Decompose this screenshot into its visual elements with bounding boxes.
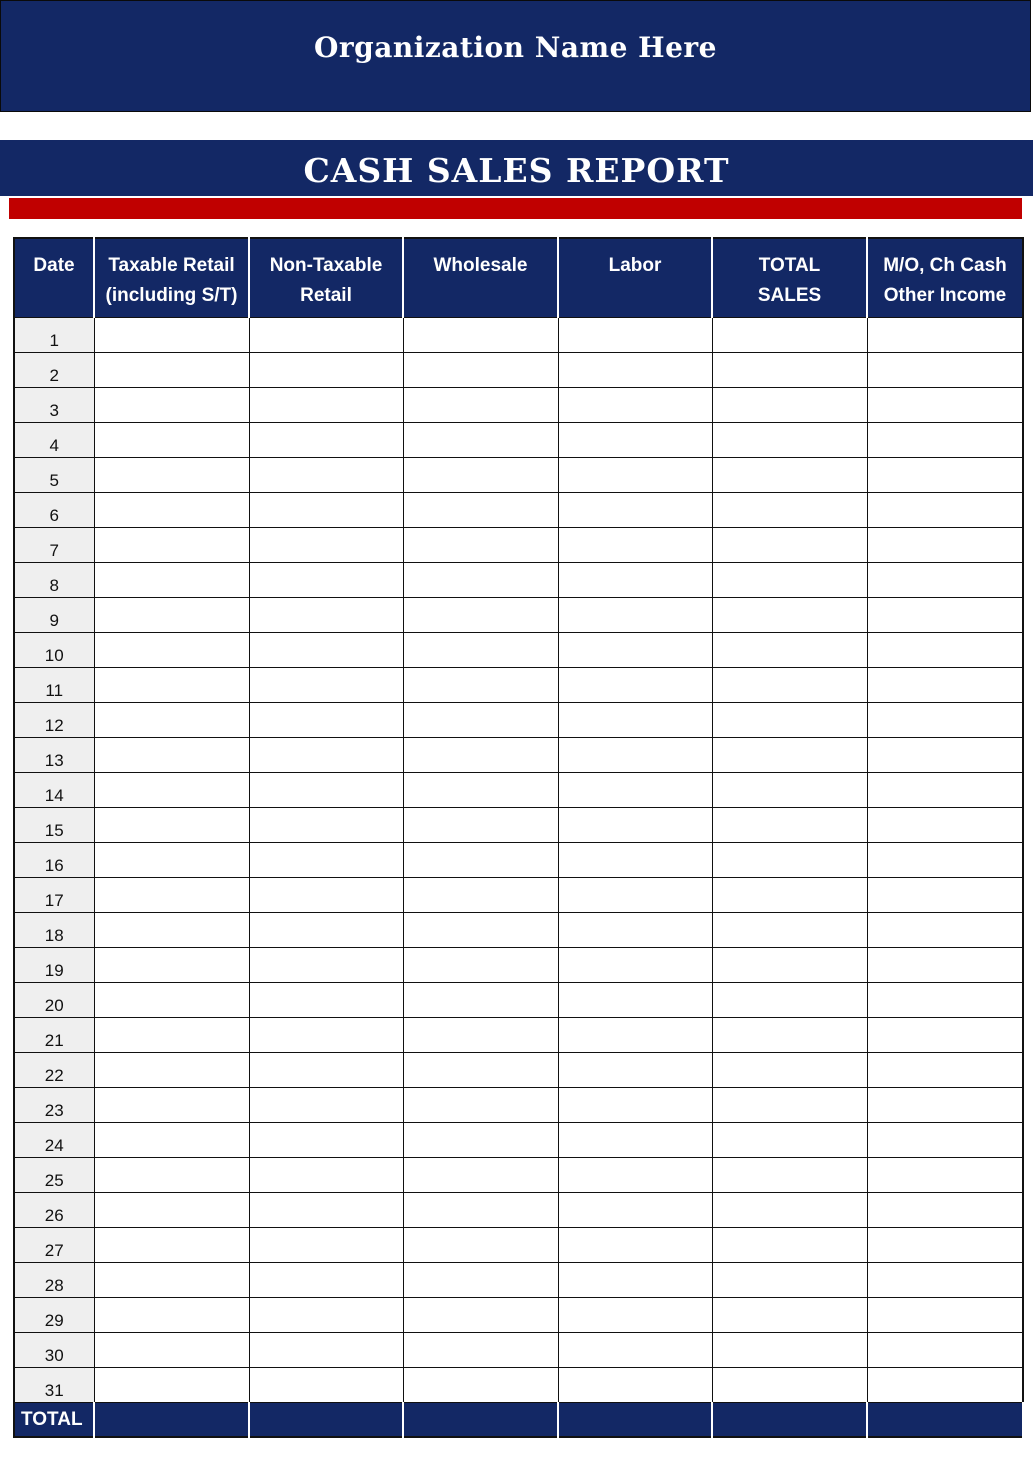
header-non-taxable-retail: Non-Taxable Retail	[249, 238, 403, 318]
table-body	[14, 318, 1023, 1438]
entry-cell-labor[interactable]	[558, 423, 712, 458]
entry-cell-non-taxable-retail[interactable]	[249, 843, 403, 878]
total-label: TOTAL	[14, 1403, 94, 1438]
entry-cell-total-sales[interactable]	[712, 668, 867, 703]
table-row	[14, 1123, 1023, 1158]
entry-cell-total-sales[interactable]	[712, 843, 867, 878]
entry-cell-wholesale[interactable]	[403, 1368, 558, 1403]
cash-sales-table	[13, 237, 1024, 1438]
report-title-banner	[0, 140, 1033, 196]
date-cell: 16	[14, 843, 94, 878]
date-cell: 7	[14, 528, 94, 563]
entry-cell-wholesale[interactable]	[403, 878, 558, 913]
entry-cell-other-income[interactable]	[867, 703, 1023, 738]
entry-cell-other-income[interactable]	[867, 1158, 1023, 1193]
entry-cell-labor[interactable]	[558, 1333, 712, 1368]
date-cell: 2	[14, 353, 94, 388]
entry-cell-wholesale[interactable]	[403, 1123, 558, 1158]
entry-cell-other-income[interactable]	[867, 808, 1023, 843]
entry-cell-other-income[interactable]	[867, 1368, 1023, 1403]
date-cell: 8	[14, 563, 94, 598]
entry-cell-other-income[interactable]	[867, 773, 1023, 808]
header-labor: Labor	[558, 238, 712, 318]
date-cell: 15	[14, 808, 94, 843]
entry-cell-taxable-retail[interactable]	[94, 528, 249, 563]
table-row	[14, 703, 1023, 738]
entry-cell-taxable-retail[interactable]	[94, 1088, 249, 1123]
total-cell-taxable-retail[interactable]	[94, 1403, 249, 1438]
table-row	[14, 318, 1023, 353]
date-cell: 19	[14, 948, 94, 983]
entry-cell-labor[interactable]	[558, 458, 712, 493]
entry-cell-wholesale[interactable]	[403, 318, 558, 353]
entry-cell-non-taxable-retail[interactable]	[249, 738, 403, 773]
table-row	[14, 1263, 1023, 1298]
date-cell: 31	[14, 1368, 94, 1403]
table-row	[14, 563, 1023, 598]
entry-cell-taxable-retail[interactable]	[94, 808, 249, 843]
entry-cell-labor[interactable]	[558, 1053, 712, 1088]
table-row	[14, 1088, 1023, 1123]
entry-cell-wholesale[interactable]	[403, 808, 558, 843]
entry-cell-labor[interactable]	[558, 1088, 712, 1123]
entry-cell-taxable-retail[interactable]	[94, 1018, 249, 1053]
entry-cell-non-taxable-retail[interactable]	[249, 318, 403, 353]
entry-cell-wholesale[interactable]	[403, 598, 558, 633]
date-cell: 22	[14, 1053, 94, 1088]
date-cell: 13	[14, 738, 94, 773]
entry-cell-taxable-retail[interactable]	[94, 458, 249, 493]
entry-cell-non-taxable-retail[interactable]	[249, 808, 403, 843]
organization-header	[0, 0, 1031, 112]
entry-cell-labor[interactable]	[558, 808, 712, 843]
entry-cell-non-taxable-retail[interactable]	[249, 633, 403, 668]
table-row	[14, 353, 1023, 388]
entry-cell-non-taxable-retail[interactable]	[249, 878, 403, 913]
entry-cell-total-sales[interactable]	[712, 983, 867, 1018]
entry-cell-non-taxable-retail[interactable]	[249, 598, 403, 633]
entry-cell-wholesale[interactable]	[403, 458, 558, 493]
entry-cell-wholesale[interactable]	[403, 1263, 558, 1298]
entry-cell-labor[interactable]	[558, 703, 712, 738]
entry-cell-total-sales[interactable]	[712, 878, 867, 913]
entry-cell-total-sales[interactable]	[712, 703, 867, 738]
entry-cell-non-taxable-retail[interactable]	[249, 773, 403, 808]
entry-cell-wholesale[interactable]	[403, 528, 558, 563]
entry-cell-taxable-retail[interactable]	[94, 598, 249, 633]
date-cell: 30	[14, 1333, 94, 1368]
entry-cell-total-sales[interactable]	[712, 633, 867, 668]
date-cell: 3	[14, 388, 94, 423]
date-cell: 18	[14, 913, 94, 948]
entry-cell-other-income[interactable]	[867, 493, 1023, 528]
entry-cell-wholesale[interactable]	[403, 703, 558, 738]
total-cell-other-income[interactable]	[867, 1403, 1023, 1438]
entry-cell-taxable-retail[interactable]	[94, 948, 249, 983]
entry-cell-total-sales[interactable]	[712, 493, 867, 528]
entry-cell-wholesale[interactable]	[403, 1053, 558, 1088]
entry-cell-other-income[interactable]	[867, 913, 1023, 948]
entry-cell-labor[interactable]	[558, 1228, 712, 1263]
entry-cell-total-sales[interactable]	[712, 948, 867, 983]
entry-cell-other-income[interactable]	[867, 563, 1023, 598]
entry-cell-taxable-retail[interactable]	[94, 703, 249, 738]
entry-cell-other-income[interactable]	[867, 878, 1023, 913]
entry-cell-other-income[interactable]	[867, 528, 1023, 563]
entry-cell-non-taxable-retail[interactable]	[249, 493, 403, 528]
entry-cell-other-income[interactable]	[867, 458, 1023, 493]
date-cell: 27	[14, 1228, 94, 1263]
entry-cell-total-sales[interactable]	[712, 773, 867, 808]
date-cell: 14	[14, 773, 94, 808]
entry-cell-taxable-retail[interactable]	[94, 878, 249, 913]
entry-cell-labor[interactable]	[558, 563, 712, 598]
entry-cell-taxable-retail[interactable]	[94, 1193, 249, 1228]
date-cell: 5	[14, 458, 94, 493]
entry-cell-other-income[interactable]	[867, 948, 1023, 983]
entry-cell-other-income[interactable]	[867, 1018, 1023, 1053]
entry-cell-total-sales[interactable]	[712, 1333, 867, 1368]
entry-cell-wholesale[interactable]	[403, 913, 558, 948]
entry-cell-other-income[interactable]	[867, 388, 1023, 423]
entry-cell-other-income[interactable]	[867, 353, 1023, 388]
entry-cell-wholesale[interactable]	[403, 1018, 558, 1053]
entry-cell-non-taxable-retail[interactable]	[249, 563, 403, 598]
entry-cell-total-sales[interactable]	[712, 1228, 867, 1263]
entry-cell-labor[interactable]	[558, 878, 712, 913]
table-row	[14, 633, 1023, 668]
entry-cell-taxable-retail[interactable]	[94, 318, 249, 353]
entry-cell-wholesale[interactable]	[403, 563, 558, 598]
entry-cell-non-taxable-retail[interactable]	[249, 703, 403, 738]
entry-cell-wholesale[interactable]	[403, 1298, 558, 1333]
entry-cell-taxable-retail[interactable]	[94, 1333, 249, 1368]
date-cell: 24	[14, 1123, 94, 1158]
entry-cell-taxable-retail[interactable]	[94, 1158, 249, 1193]
entry-cell-total-sales[interactable]	[712, 458, 867, 493]
entry-cell-total-sales[interactable]	[712, 1053, 867, 1088]
entry-cell-total-sales[interactable]	[712, 738, 867, 773]
total-row	[14, 1403, 1023, 1438]
entry-cell-other-income[interactable]	[867, 668, 1023, 703]
table-row	[14, 843, 1023, 878]
entry-cell-wholesale[interactable]	[403, 843, 558, 878]
table-row	[14, 948, 1023, 983]
entry-cell-non-taxable-retail[interactable]	[249, 1263, 403, 1298]
entry-cell-labor[interactable]	[558, 668, 712, 703]
red-accent-strip	[9, 198, 1022, 219]
entry-cell-labor[interactable]	[558, 1263, 712, 1298]
table-row	[14, 388, 1023, 423]
entry-cell-labor[interactable]	[558, 493, 712, 528]
table-row	[14, 1298, 1023, 1333]
date-cell: 17	[14, 878, 94, 913]
organization-name: Organization Name Here	[313, 31, 717, 64]
entry-cell-non-taxable-retail[interactable]	[249, 1158, 403, 1193]
entry-cell-non-taxable-retail[interactable]	[249, 1333, 403, 1368]
entry-cell-wholesale[interactable]	[403, 633, 558, 668]
entry-cell-non-taxable-retail[interactable]	[249, 1193, 403, 1228]
entry-cell-non-taxable-retail[interactable]	[249, 668, 403, 703]
entry-cell-total-sales[interactable]	[712, 1368, 867, 1403]
entry-cell-other-income[interactable]	[867, 633, 1023, 668]
entry-cell-taxable-retail[interactable]	[94, 983, 249, 1018]
entry-cell-total-sales[interactable]	[712, 598, 867, 633]
table-row	[14, 913, 1023, 948]
entry-cell-non-taxable-retail[interactable]	[249, 353, 403, 388]
table-row	[14, 598, 1023, 633]
table-row	[14, 773, 1023, 808]
entry-cell-labor[interactable]	[558, 1298, 712, 1333]
entry-cell-wholesale[interactable]	[403, 388, 558, 423]
entry-cell-labor[interactable]	[558, 948, 712, 983]
entry-cell-total-sales[interactable]	[712, 1123, 867, 1158]
entry-cell-total-sales[interactable]	[712, 913, 867, 948]
entry-cell-other-income[interactable]	[867, 423, 1023, 458]
table-row	[14, 1228, 1023, 1263]
table-row	[14, 528, 1023, 563]
date-cell: 25	[14, 1158, 94, 1193]
entry-cell-non-taxable-retail[interactable]	[249, 1298, 403, 1333]
entry-cell-wholesale[interactable]	[403, 983, 558, 1018]
entry-cell-other-income[interactable]	[867, 1053, 1023, 1088]
entry-cell-labor[interactable]	[558, 1193, 712, 1228]
entry-cell-other-income[interactable]	[867, 983, 1023, 1018]
entry-cell-wholesale[interactable]	[403, 1333, 558, 1368]
entry-cell-labor[interactable]	[558, 528, 712, 563]
entry-cell-non-taxable-retail[interactable]	[249, 1088, 403, 1123]
entry-cell-taxable-retail[interactable]	[94, 843, 249, 878]
table-row	[14, 1368, 1023, 1403]
entry-cell-non-taxable-retail[interactable]	[249, 458, 403, 493]
entry-cell-total-sales[interactable]	[712, 1263, 867, 1298]
entry-cell-other-income[interactable]	[867, 1228, 1023, 1263]
entry-cell-taxable-retail[interactable]	[94, 563, 249, 598]
table-row	[14, 1158, 1023, 1193]
entry-cell-non-taxable-retail[interactable]	[249, 983, 403, 1018]
entry-cell-total-sales[interactable]	[712, 1158, 867, 1193]
entry-cell-taxable-retail[interactable]	[94, 773, 249, 808]
entry-cell-labor[interactable]	[558, 1123, 712, 1158]
date-cell: 11	[14, 668, 94, 703]
entry-cell-other-income[interactable]	[867, 1298, 1023, 1333]
date-cell: 12	[14, 703, 94, 738]
entry-cell-taxable-retail[interactable]	[94, 1228, 249, 1263]
table-row	[14, 808, 1023, 843]
date-cell: 9	[14, 598, 94, 633]
table-row	[14, 458, 1023, 493]
entry-cell-total-sales[interactable]	[712, 423, 867, 458]
entry-cell-labor[interactable]	[558, 318, 712, 353]
table-row	[14, 878, 1023, 913]
entry-cell-non-taxable-retail[interactable]	[249, 1123, 403, 1158]
entry-cell-other-income[interactable]	[867, 318, 1023, 353]
entry-cell-labor[interactable]	[558, 1018, 712, 1053]
date-cell: 21	[14, 1018, 94, 1053]
total-cell-total-sales[interactable]	[712, 1403, 867, 1438]
entry-cell-taxable-retail[interactable]	[94, 738, 249, 773]
entry-cell-wholesale[interactable]	[403, 668, 558, 703]
entry-cell-other-income[interactable]	[867, 1263, 1023, 1298]
date-cell: 1	[14, 318, 94, 353]
entry-cell-non-taxable-retail[interactable]	[249, 913, 403, 948]
entry-cell-taxable-retail[interactable]	[94, 353, 249, 388]
entry-cell-taxable-retail[interactable]	[94, 423, 249, 458]
entry-cell-labor[interactable]	[558, 388, 712, 423]
entry-cell-labor[interactable]	[558, 1158, 712, 1193]
entry-cell-non-taxable-retail[interactable]	[249, 528, 403, 563]
entry-cell-wholesale[interactable]	[403, 353, 558, 388]
date-cell: 4	[14, 423, 94, 458]
entry-cell-non-taxable-retail[interactable]	[249, 1053, 403, 1088]
entry-cell-labor[interactable]	[558, 633, 712, 668]
table-row	[14, 1018, 1023, 1053]
table-row	[14, 1193, 1023, 1228]
entry-cell-taxable-retail[interactable]	[94, 1123, 249, 1158]
entry-cell-non-taxable-retail[interactable]	[249, 1018, 403, 1053]
header-taxable-retail: Taxable Retail (including S/T)	[94, 238, 249, 318]
entry-cell-non-taxable-retail[interactable]	[249, 388, 403, 423]
entry-cell-wholesale[interactable]	[403, 1158, 558, 1193]
entry-cell-other-income[interactable]	[867, 738, 1023, 773]
date-cell: 6	[14, 493, 94, 528]
entry-cell-taxable-retail[interactable]	[94, 913, 249, 948]
table-row	[14, 493, 1023, 528]
entry-cell-taxable-retail[interactable]	[94, 1263, 249, 1298]
entry-cell-total-sales[interactable]	[712, 1018, 867, 1053]
entry-cell-total-sales[interactable]	[712, 1298, 867, 1333]
entry-cell-other-income[interactable]	[867, 1193, 1023, 1228]
entry-cell-other-income[interactable]	[867, 598, 1023, 633]
entry-cell-total-sales[interactable]	[712, 318, 867, 353]
entry-cell-other-income[interactable]	[867, 1333, 1023, 1368]
entry-cell-wholesale[interactable]	[403, 493, 558, 528]
entry-cell-wholesale[interactable]	[403, 738, 558, 773]
header-other-income: M/O, Ch Cash Other Income	[867, 238, 1023, 318]
entry-cell-non-taxable-retail[interactable]	[249, 1228, 403, 1263]
date-cell: 10	[14, 633, 94, 668]
table-row	[14, 1333, 1023, 1368]
entry-cell-labor[interactable]	[558, 353, 712, 388]
entry-cell-total-sales[interactable]	[712, 528, 867, 563]
entry-cell-taxable-retail[interactable]	[94, 388, 249, 423]
entry-cell-total-sales[interactable]	[712, 1088, 867, 1123]
entry-cell-taxable-retail[interactable]	[94, 493, 249, 528]
entry-cell-labor[interactable]	[558, 1368, 712, 1403]
entry-cell-taxable-retail[interactable]	[94, 633, 249, 668]
report-title: CASH SALES REPORT	[303, 150, 730, 190]
entry-cell-non-taxable-retail[interactable]	[249, 1368, 403, 1403]
entry-cell-labor[interactable]	[558, 913, 712, 948]
total-cell-labor[interactable]	[558, 1403, 712, 1438]
header-wholesale: Wholesale	[403, 238, 558, 318]
entry-cell-taxable-retail[interactable]	[94, 1053, 249, 1088]
header-date: Date	[14, 238, 94, 318]
entry-cell-total-sales[interactable]	[712, 388, 867, 423]
entry-cell-labor[interactable]	[558, 773, 712, 808]
header-row	[14, 238, 1023, 318]
entry-cell-wholesale[interactable]	[403, 1228, 558, 1263]
date-cell: 26	[14, 1193, 94, 1228]
entry-cell-taxable-retail[interactable]	[94, 1298, 249, 1333]
table-row	[14, 1053, 1023, 1088]
entry-cell-wholesale[interactable]	[403, 423, 558, 458]
entry-cell-labor[interactable]	[558, 738, 712, 773]
date-cell: 28	[14, 1263, 94, 1298]
table-row	[14, 738, 1023, 773]
entry-cell-other-income[interactable]	[867, 843, 1023, 878]
entry-cell-wholesale[interactable]	[403, 948, 558, 983]
date-cell: 23	[14, 1088, 94, 1123]
total-cell-non-taxable-retail[interactable]	[249, 1403, 403, 1438]
entry-cell-other-income[interactable]	[867, 1123, 1023, 1158]
table-row	[14, 983, 1023, 1018]
entry-cell-non-taxable-retail[interactable]	[249, 948, 403, 983]
entry-cell-non-taxable-retail[interactable]	[249, 423, 403, 458]
date-cell: 29	[14, 1298, 94, 1333]
total-cell-wholesale[interactable]	[403, 1403, 558, 1438]
entry-cell-taxable-retail[interactable]	[94, 1368, 249, 1403]
entry-cell-wholesale[interactable]	[403, 773, 558, 808]
entry-cell-wholesale[interactable]	[403, 1193, 558, 1228]
entry-cell-labor[interactable]	[558, 843, 712, 878]
entry-cell-taxable-retail[interactable]	[94, 668, 249, 703]
entry-cell-labor[interactable]	[558, 983, 712, 1018]
entry-cell-other-income[interactable]	[867, 1088, 1023, 1123]
entry-cell-total-sales[interactable]	[712, 563, 867, 598]
table-row	[14, 423, 1023, 458]
entry-cell-total-sales[interactable]	[712, 353, 867, 388]
entry-cell-labor[interactable]	[558, 598, 712, 633]
entry-cell-wholesale[interactable]	[403, 1088, 558, 1123]
table-row	[14, 668, 1023, 703]
entry-cell-total-sales[interactable]	[712, 808, 867, 843]
entry-cell-total-sales[interactable]	[712, 1193, 867, 1228]
header-total-sales: TOTAL SALES	[712, 238, 867, 318]
date-cell: 20	[14, 983, 94, 1018]
